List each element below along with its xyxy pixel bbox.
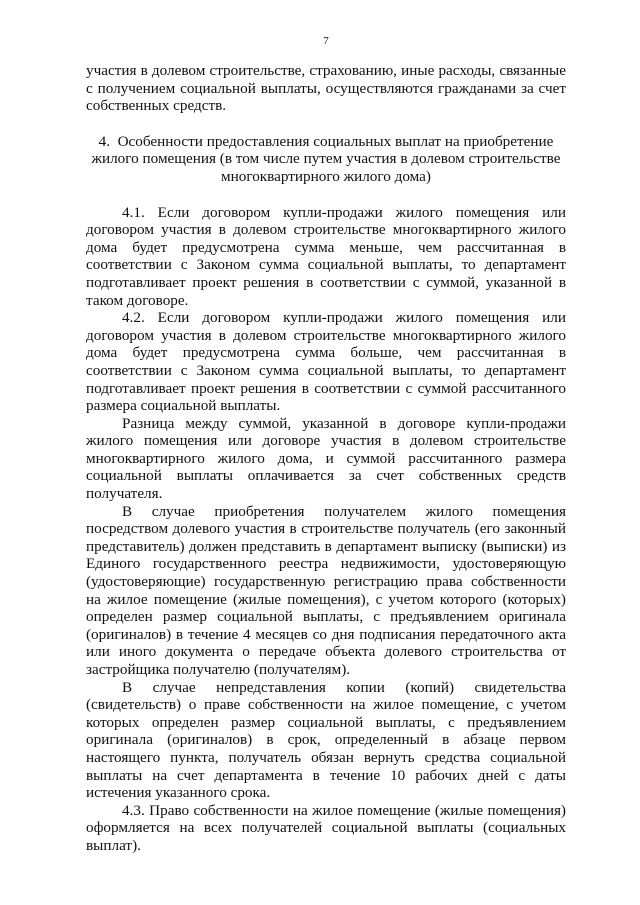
paragraph-difference: Разница между суммой, указанной в договоре купли-продажи жилого помещения или договоре участия в долевом строительстве многоквартирного жилого дома, и суммой рассчитанного размера социальной выплаты оплачивается за счет собственных средств получателя.	[86, 414, 566, 503]
paragraph-4-2: 4.2. Если договором купли-продажи жилого помещения или договором участия в долевом строительстве многоквартирного жилого дома будет предусмотрена сумма больше, чем рассчитанная в соответствии с Законом сумма социальной выплаты, то департамент подготавливает проект решения в соответствии с суммой рассчитанного размера социальной выплаты.	[86, 309, 566, 415]
section-heading-line: 4. Особенности предоставления социальных выплат на приобретение	[98, 132, 554, 150]
section-heading-line: многоквартирного жилого дома)	[221, 167, 431, 185]
section-heading	[86, 133, 566, 186]
page-number: 7	[323, 35, 329, 47]
section-heading-line: жилого помещения (в том числе путем участия в долевом строительстве	[91, 150, 561, 168]
paragraph-non-submission: В случае непредставления копии (копий) свидетельства (свидетельств) о праве собственности на жилое помещение, с учетом которых определен размер социальной выплаты, с предъявлением оригинала (оригиналов) в срок, определенный в абзаце первом настоящего пункта, получатель обязан вернуть средства социальной выплаты на счет департамента в течение 10 рабочих дней с даты истечения указанного срока.	[86, 678, 566, 802]
continuation-paragraph: участия в долевом строительстве, страхованию, иные расходы, связанные с получением социальной выплаты, осуществляются гражданами за счет собственных средств.	[86, 62, 566, 115]
paragraph-4-3: 4.3. Право собственности на жилое помещение (жилые помещения) оформляется на всех получателей социальной выплаты (социальных выплат).	[86, 801, 566, 854]
paragraph-shared-construction: В случае приобретения получателем жилого помещения посредством долевого участия в строительстве получатель (его законный представитель) должен представить в департамент выписку (выписки) из Единого государственного реестра недвижимости, удостоверяющую (удостоверяющие) государственную регистрацию права собственности на жилое помещение (жилые помещения), с учетом которого (которых) определен размер социальной выплаты, с предъявлением оригинала (оригиналов) в течение 4 месяцев со дня подписания передаточного акта или иного документа о передаче объекта долевого строительства от застройщика получателю (получателям).	[86, 502, 566, 678]
document-page	[86, 34, 566, 855]
paragraph-4-1: 4.1. Если договором купли-продажи жилого помещения или договором участия в долевом строительстве многоквартирного жилого дома будет предусмотрена сумма меньше, чем рассчитанная в соответствии с Законом сумма социальной выплаты, то департамент подготавливает проект решения в соответствии с суммой, указанной в таком договоре.	[86, 203, 566, 309]
